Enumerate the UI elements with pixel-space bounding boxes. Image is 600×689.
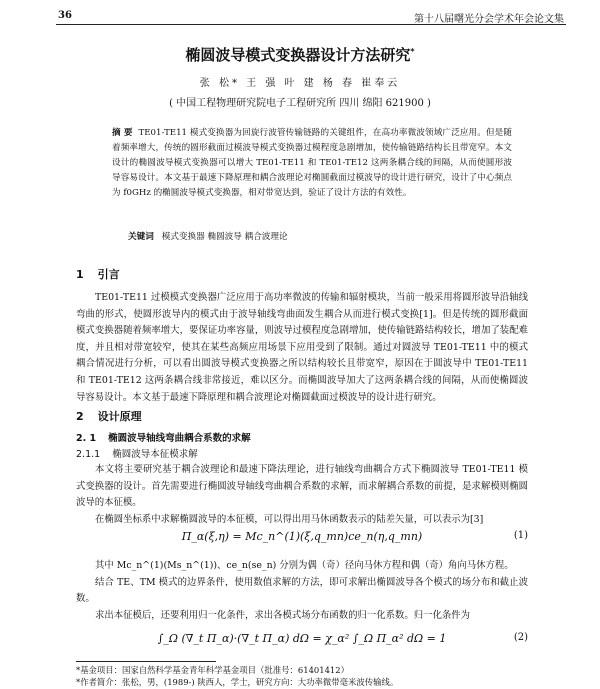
intro-body [76,290,528,406]
keywords-label: 关键词 [128,232,154,242]
equation-2-expr: ∫_Ω (∇_t Π_α)·(∇_t Π_α) dΩ = χ_α² ∫_Ω Π_α² dΩ = 1 [157,632,447,645]
equation-2-number: (2) [513,632,528,643]
footnote-funding: *基金项目：国家自然科学基金青年科学基金项目（批准号：61401412） [76,665,349,675]
equation-2 [76,628,528,652]
running-header: 第十八届曙光分会学术年会论文集 [414,14,564,25]
abstract [112,126,512,201]
keywords [128,230,508,242]
abstract-label: 摘 要 [112,128,133,138]
footnote-author: *作者简介：张松，男，(1989-) 陕西人，学士，研究方向：大功率微带毫米波传输线。 [76,677,399,687]
header-rule [56,24,566,25]
design-paragraph: 其中 Mc_n^(1)(Ms_n^(1))、ce_n(se_n) 分别为偶（奇）径向马休方程和偶（奇）角向马休方程。 [95,560,514,571]
design-body-1 [76,462,528,528]
equation-1 [76,526,528,550]
design-paragraph: 在椭圆坐标系中求解椭圆波导的本征模，可以得出用马休函数表示的陆差矢量，可以表示为[3] [95,513,484,525]
footnote-rule [76,661,216,662]
design-paragraph: 本文将主要研究基于耦合波理论和最速下降法理论，进行轴线弯曲耦合方式下椭圆波导 TE01-TE11 模式变换器的设计。首先需要进行椭圆波导轴线弯曲耦合系数的求解，而求解耦合系数的前提，是求解模则椭圆波导的本征模。 [76,464,528,509]
subsection-heading-coupling: 2. 1 椭圆波导轴线弯曲耦合系数的求解 [76,433,251,444]
intro-paragraph: TE01-TE11 过模模式变换器广泛应用于高功率微波的传输和辐射模块，当前一般采用将圆形波导沿轴线弯曲的形式，使圆形波导内的模式由于波导轴线弯曲面发生耦合从而进行模式变换[1]。但是传统的圆形截面模式变换器随着频率增大，要保证功率容量，则波导过模程度急剧增加，使传输链路结构较长，增加了装配难度，并且相对带宽较窄，使其在某些高频应用场景下应用受到了限制。通过对圆波导 TE01-TE11 中的模式耦合情况进行分析，可以看出圆波导模式变换器之所以结构较长且带宽窄，原因在于圆波导中 TE01-TE11 和 TE01-TE12 这两条耦合线非常接近，难以区分。而椭圆波导加大了这两条耦合线的间隔，从而使椭圆波导容易设计。本文基于最速下降原理和耦合波理论对椭圆截面过模波导的设计进行研究。 [76,292,528,403]
section-heading-design: 2 设计原理 [76,410,142,423]
design-paragraph: 求出本征模后，还要利用归一化条件，求出各模式场分布函数的归一化系数。归一化条件为 [95,609,471,621]
design-paragraph: 结合 TE、TM 模式的边界条件，使用数值求解的方法，即可求解出椭圆波导各个模式的场分布和截止波数。 [76,576,528,605]
section-heading-intro: 1 引言 [76,268,120,281]
subsubsection-heading-eigenmode: 2.1.1 椭圆波导本征模求解 [76,449,198,460]
equation-1-expr: Π_α(ξ,η) = Mc_n^(1)(ξ,q_mn)ce_n(η,q_mn) [181,530,423,543]
affiliation: ( 中国工程物理研究院电子工程研究所 四川 绵阳 621900 ) [169,98,431,109]
paper-title: 椭圆波导模式变换器设计方法研究* [185,46,415,64]
author-list: 张 松* 王 强 叶 建 杨 春 崔奉云 [199,78,401,89]
page-number: 36 [58,10,72,21]
design-body-2 [76,558,528,624]
keywords-text: 模式变换器 椭圆波导 耦合波理论 [161,232,288,242]
abstract-text: TE01-TE11 模式变换器为回旋行波管传输链路的关键组件，在高功率微波领域广泛应用。但是随着频率增大，传统的圆形截面过模波导模式变换器过模程度急剧增加，使传输链路结构长且带宽窄。本文设计的椭圆波导模式变换器可以增大 TE01-TE11 和 TE01-TE12 这两条耦合线的间隔，从而使圆形波导容易设计。本文基于最速下降原理和耦合波理论对椭圆截面过模波导的设计进行研究，设计了中心频点为 f0GHz 的椭圆波导模式变换器，相对带宽达到，验证了设计方法的有效性。 [112,128,512,198]
equation-1-number: (1) [513,530,528,541]
